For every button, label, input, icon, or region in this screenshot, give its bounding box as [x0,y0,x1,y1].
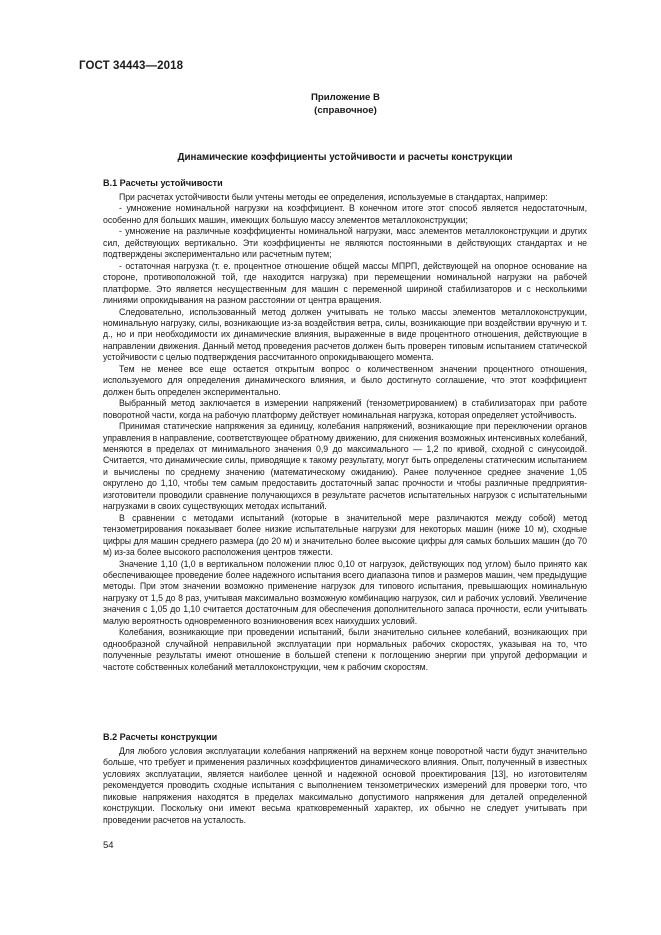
paragraph: При расчетах устойчивости были учтены методы ее определения, используемые в стандартах, например: [119,192,548,202]
paragraph: Тем не менее все еще остается открытым вопрос о количественном значении процентного отношения, используемого для определения динамического влияния, и было достигнуто соглашение, что этот коэффициент должен быть определен экспериментально. [103,363,587,397]
appendix-title: Приложение В [311,92,380,103]
section1-body [103,192,587,673]
list-item: - умножение на различные коэффициенты номинальной нагрузки, масс элементов металлоконструкции и других сил, действующих вертикально. Эти коэффициенты не являются постоянными в действующих стандартах и не подтверждены экспериментально или расчетным путем; [103,226,587,260]
document-code: ГОСТ 34443—2018 [79,60,184,72]
appendix-type: (справочное) [314,104,377,116]
paragraph: В сравнении с методами испытаний (которые в значительной мере различаются между собой) метод тензометрирования показывает более низкие испытательные нагрузки для некоторых машин (ниже 10 м), сходные цифры для машин среднего размера (до 20 м) и значительно более высокие цифры для самых больших машин (до 70 м) из-за более высокого расположения центров тяжести. [103,512,587,558]
main-title: Динамические коэффициенты устойчивости и расчеты конструкции [177,152,513,163]
section1-heading: В.1 Расчеты устойчивости [103,178,223,188]
paragraph: Значение 1,10 (1,0 в вертикальном положении плюс 0,10 от нагрузок, действующих под углом) было принято как обеспечивающее проведение более надежного испытания всего диапазона типов и размеров машин, чем предыдущие методы. При этом значении возможно применение нагрузок для типового испытания, превышающих номинальную нагрузку от 1,5 до 8 раз, учитывая максимально возможную комбинацию нагрузок, сил и рабочих условий. Увеличение значения с 1,05 до 1,10 считается достаточным для обеспечения дополнительного запаса прочности, если учитывать малую вероятность одновременного возникновения всех наихудших условий. [103,558,587,626]
paragraph: Принимая статические напряжения за единицу, колебания напряжений, возникающие при переключении органов управления в направление, соответствующее обратному движению, для снижения возможных интенсивных колебаний, меняются в пределах от минимального значения 0,9 до максимального — 1,2 по кривой, сходной с синусоидой. Считается, что динамические силы, приводящие к такому результату, могут быть определены статическим испытанием и вычислены по среднему значению (математическому ожиданию). Ранее полученное среднее значение 1,05 округлено до 1,10, чтобы тем самым предоставить достаточный запас прочности и чтобы различные предприятия-изготовители проводили сравнение получающихся в результате расчетов испытательных нагрузок с испытательными нагрузками в своих существующих методах испытаний. [103,421,587,512]
list-item: - умножение номинальной нагрузки на коэффициент. В конечном итоге этот способ является недостаточным, особенно для больших машин, имеющих большую массу элементов металлоконструкции; [103,203,587,225]
paragraph: Следовательно, использованный метод должен учитывать не только массы элементов металлоконструкции, номинальную нагрузку, силы, возникающие из-за воздействия ветра, силы, возникающие при воздействии вручную и т. д., но и при необходимости их динамические влияния, выраженные в виде процентного отношения, действующие в направлении движения. Данный метод проведения расчетов должен быть проверен типовым испытанием статической устойчивости с целью подтверждения рассчитанного опрокидывающего момента. [103,306,587,363]
list-item: - остаточная нагрузка (т. е. процентное отношение общей массы МПРП, действующей на опорное основание на стороне, противоположной той, где находится нагрузка) при перемещении номинальной нагрузки на рабочей платформе. Это является несущественным для машин с переменной шириной стабилизаторов и с несколькими линиями опрокидывания на разном расстоянии от центра вращения. [103,260,587,306]
appendix-label [0,92,661,117]
section2-heading: В.2 Расчеты конструкции [103,732,218,742]
paragraph: Выбранный метод заключается в измерении напряжений (тензометрированием) в стабилизаторах при работе поворотной части, когда на рабочую платформу действует номинальная нагрузка, которая определяет устойчивость. [103,398,587,420]
section2-body [103,746,587,826]
page-number: 54 [103,840,114,851]
paragraph: Колебания, возникающие при проведении испытаний, были значительно сильнее колебаний, возникающих при однообразной случайной неправильной эксплуатации при нормальных рабочих скоростях, указывая на то, что полученные результаты имеют отношение в большей степени к поглощению энергии при упругой деформации и частоте собственных колебаний металлоконструкции, чем к рабочим скоростям. [103,627,587,672]
paragraph: Для любого условия эксплуатации колебания напряжений на верхнем конце поворотной части будут значительно больше, что требует и применения различных коэффициентов динамического влияния. Опыт, полученный в известных условиях эксплуатации, является наиболее ценной и надежной основой проектирования [13], но изготовителям рекомендуется проводить сходные испытания с выполнением тензометрических измерений для проверки того, что пиковые напряжения находятся в пределах максимально допустимого напряжения для деталей определенной конструкции. Поскольку они имеют весьма кратковременный характер, их обычно не следует учитывать при проведении расчетов на усталость. [103,746,587,825]
